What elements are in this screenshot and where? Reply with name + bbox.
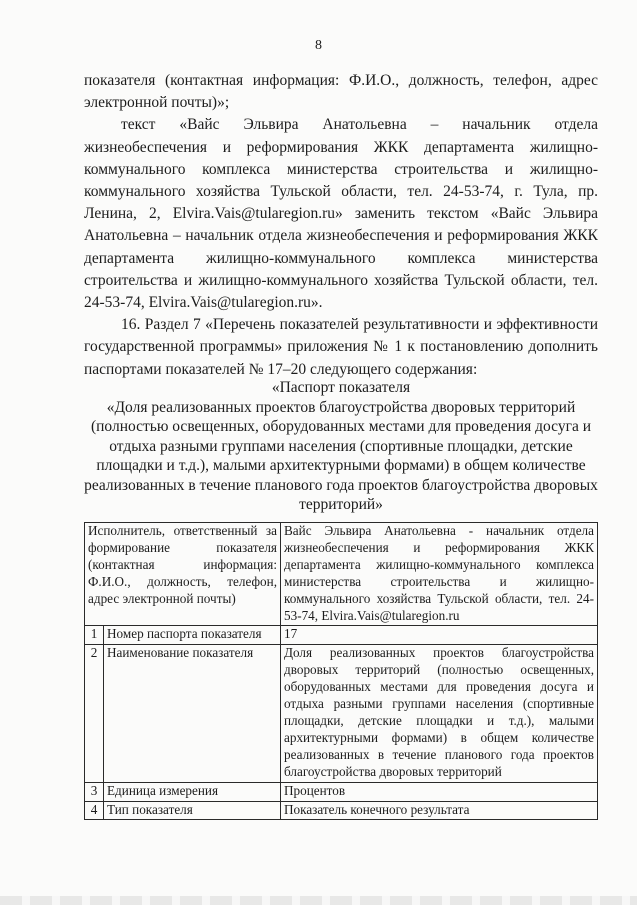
row-value: 17	[281, 626, 598, 645]
page-number: 8	[315, 38, 322, 53]
indicator-name-heading: «Доля реализованных проектов благоустройства дворовых территорий (полностью освещенных, оборудованных местами для проведения досуга и отдыха разными группами населения (спортивные площадки, детские площадки и т.д.), малыми архитектурными формами) в общем количестве реализованных в течение планового года проектов благоустройства дворовых территорий»	[84, 398, 598, 513]
row-label: Тип показателя	[104, 801, 281, 820]
body-text	[84, 70, 598, 381]
row-label: Единица измерения	[104, 782, 281, 801]
table-row	[85, 626, 598, 645]
paragraph-replace-text: текст «Вайс Эльвира Анатольевна – начальник отдела жизнеобеспечения и реформирования ЖКК департамента жилищно-коммунального комплекса министерства строительства и жилищно-коммунального хозяйства Тульской области, тел. 24-53-74, г. Тула, пр. Ленина, 2, Elvira.Vais@tularegion.ru» заменить текстом «Вайс Эльвира Анатольевна – начальник отдела жизнеобеспечения и реформирования ЖКК департамента жилищно-коммунального комплекса министерства строительства и жилищно-коммунального хозяйства Тульской области, тел. 24-53-74, Elvira.Vais@tularegion.ru».	[84, 116, 598, 312]
responsible-label: Исполнитель, ответственный за формирование показателя (контактная информация: Ф.И.О., должность, телефон, адрес электронной почты)	[85, 523, 281, 626]
paragraph-section-7: 16. Раздел 7 «Перечень показателей результативности и эффективности государственной программы» приложения № 1 к постановлению дополнить паспортами показателей № 17–20 следующего содержания:	[84, 316, 598, 378]
row-number: 2	[85, 645, 104, 782]
row-label: Наименование показателя	[104, 645, 281, 782]
row-value: Процентов	[281, 782, 598, 801]
row-value: Доля реализованных проектов благоустройства дворовых территорий (полностью освещенных, оборудованных местами для проведения досуга и отдыха разными группами населения (спортивные площадки, детские площадки и т.д.), малыми архитектурными формами) в общем количестве реализованных в течение планового года проектов благоустройства дворовых территорий	[281, 645, 598, 782]
table-row	[85, 801, 598, 820]
row-number: 3	[85, 782, 104, 801]
table-row-responsible	[85, 523, 598, 626]
passport-title	[84, 378, 598, 515]
scan-edge-artifact	[0, 896, 637, 905]
responsible-value: Вайс Эльвира Анатольевна - начальник отдела жизнеобеспечения и реформирования ЖКК департамента жилищно-коммунального комплекса министерства строительства и жилищно-коммунального хозяйства Тульской области, тел. 24-53-74, Elvira.Vais@tularegion.ru	[281, 523, 598, 626]
row-value: Показатель конечного результата	[281, 801, 598, 820]
passport-table	[84, 522, 598, 820]
row-label: Номер паспорта показателя	[104, 626, 281, 645]
table-row	[85, 782, 598, 801]
table-row	[85, 645, 598, 782]
row-number: 1	[85, 626, 104, 645]
paragraph-contact-info: показателя (контактная информация: Ф.И.О., должность, телефон, адрес электронной почты)»;	[84, 72, 598, 112]
row-number: 4	[85, 801, 104, 820]
passport-heading: «Паспорт показателя	[271, 379, 411, 396]
